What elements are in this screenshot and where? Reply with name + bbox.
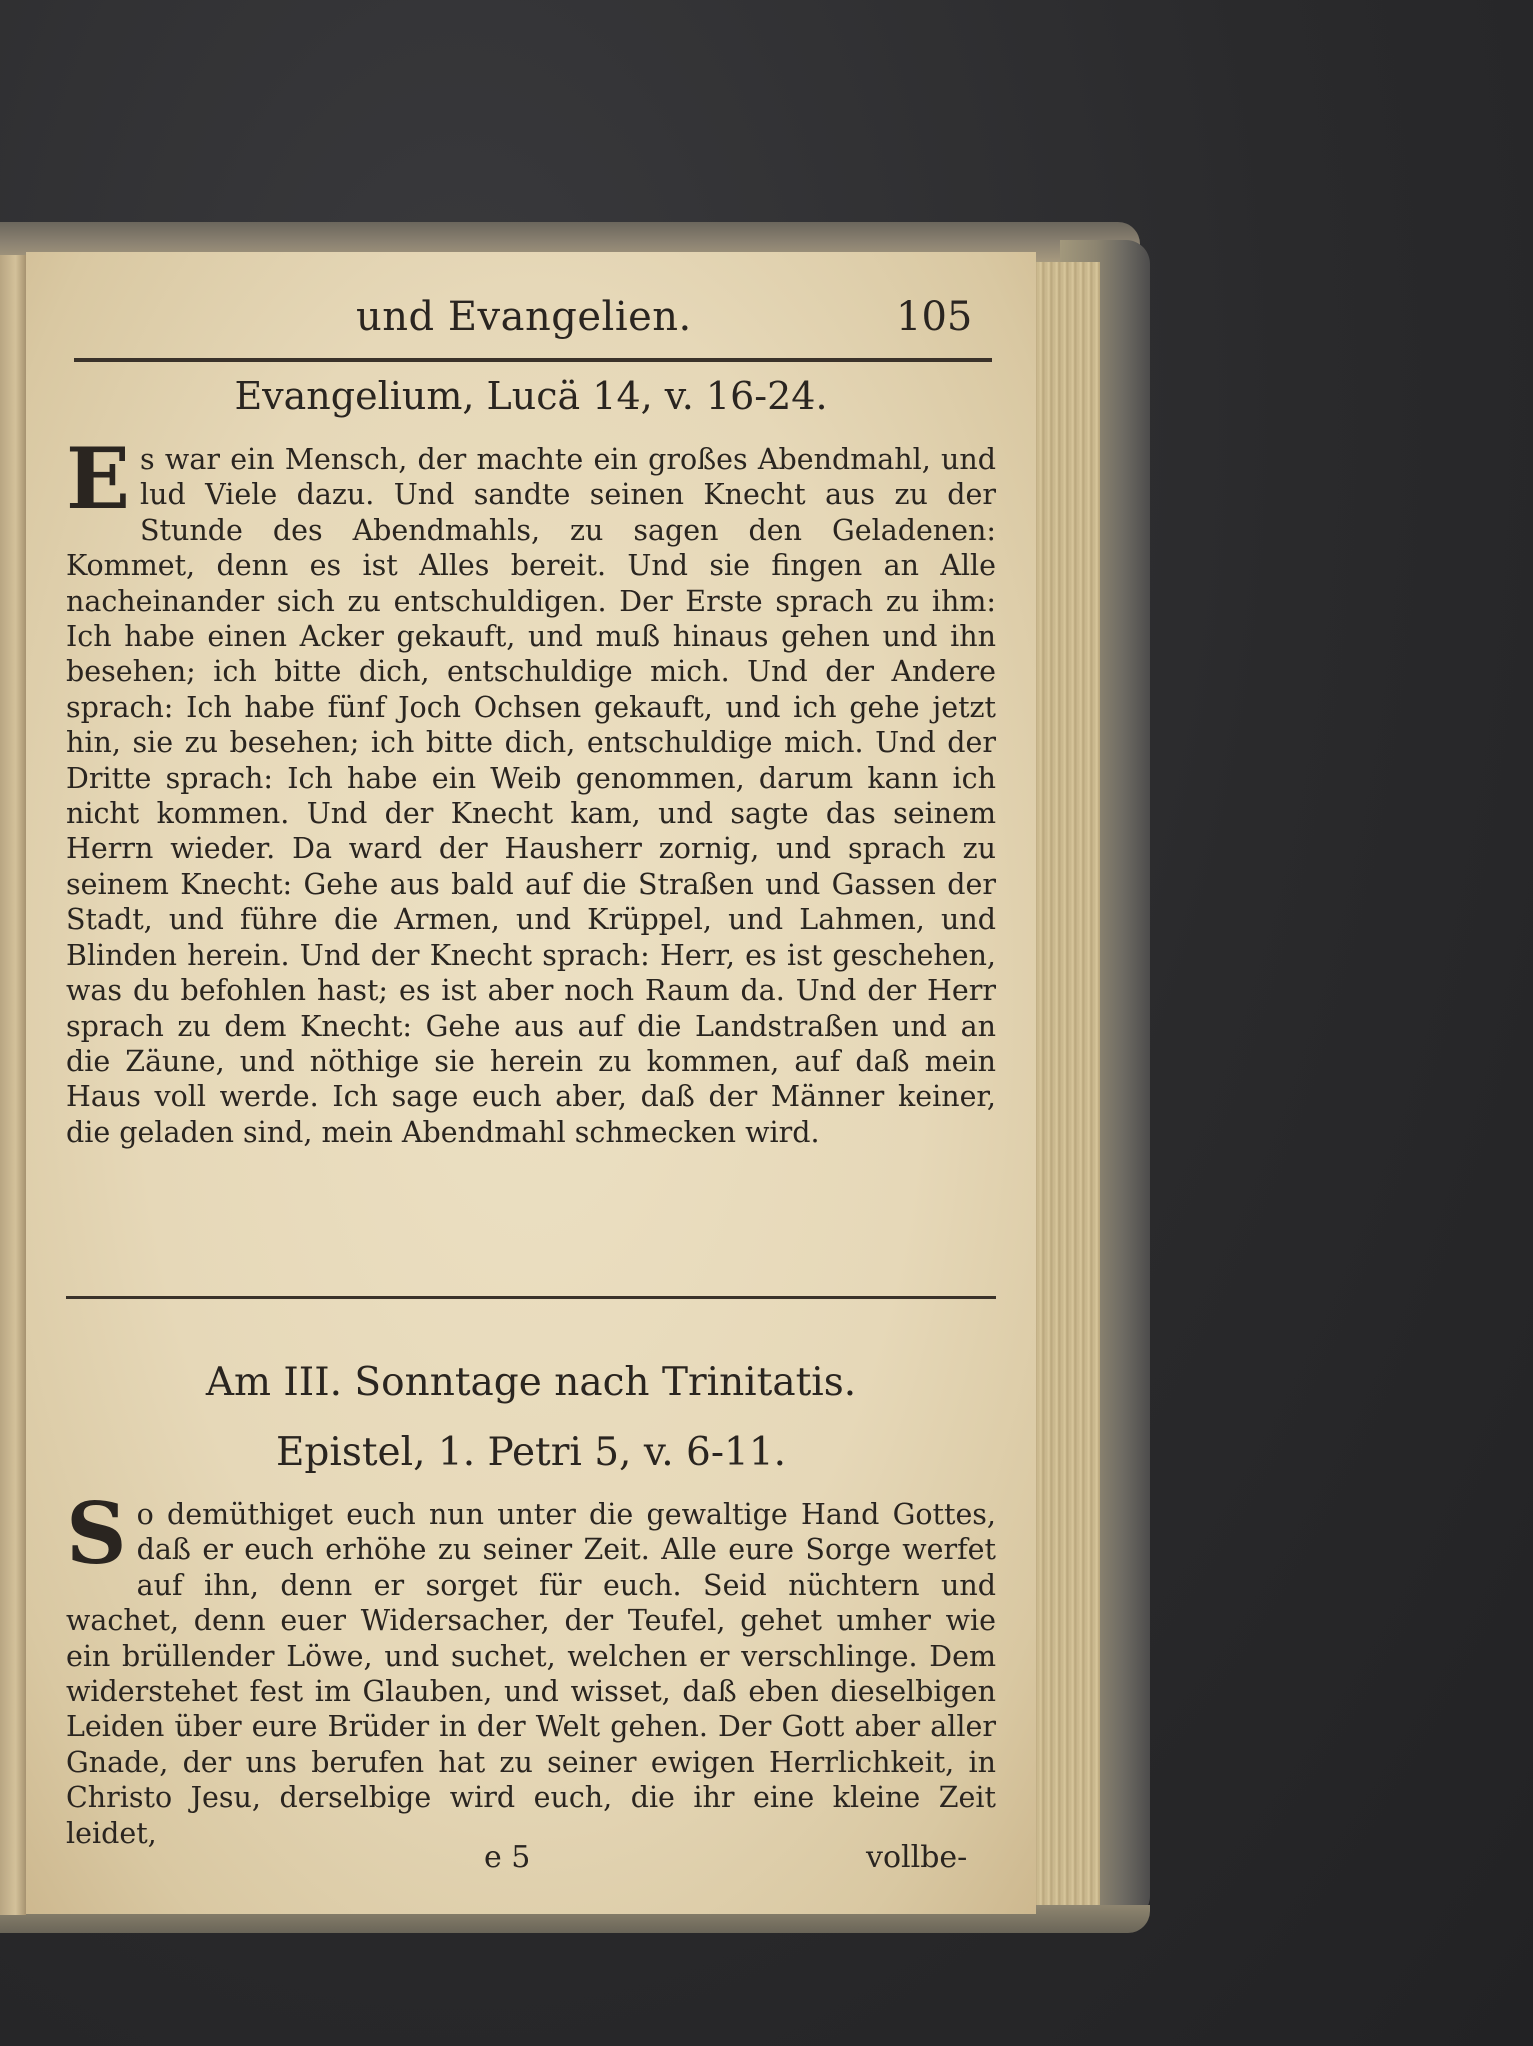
catchword: vollbe- [866,1840,968,1875]
book-page-edges [1030,262,1100,1912]
gospel-title: Evangelium, Lucä 14, v. 16-24. [234,374,828,418]
signature-mark: e 5 [484,1840,531,1875]
page-number: 105 [896,294,973,340]
gospel-paragraph [66,429,996,1150]
header-rule [74,358,992,362]
section-divider [66,1296,996,1299]
epistle-paragraph [66,1484,996,1851]
left-page-edge [0,255,26,1915]
epistle-title: Epistel, 1. Petri 5, v. 6-11. [275,1430,787,1475]
gospel-drop-cap: E [66,429,131,528]
book-page [26,252,1036,1914]
epistle-text: o demüthiget euch nun unter die gewaltige Hand Gottes, daß er euch erhöhe zu seiner Zeit. Alle eure Sorge werfet auf ihn, denn er sorget für euch. Seid nüchtern und wachet, denn euer Widersacher, der Teufel, gehet umher wie ein brüllender Löwe, und suchet, welchen er verschlinge. Dem widerstehet fest im Glauben, und wisset, daß eben dieselbigen Leiden über eure Brüder in der Welt gehen. Der Gott aber aller Gnade, der uns berufen hat zu seiner ewigen Herrlichkeit, in Christo Jesu, derselbige wird euch, die ihr eine kleine Zeit leidet, [66,1498,996,1850]
running-header: und Evangelien. [356,294,692,340]
gospel-text: s war ein Mensch, der machte ein großes Abendmahl, und lud Viele dazu. Und sandte seinen Knecht aus zu der Stunde des Abendmahls, zu sagen den Geladenen: Kommet, denn es ist Alles bereit. Und sie fingen an Alle nacheinander sich zu entschuldigen. Der Erste sprach zu ihm: Ich habe einen Acker gekauft, und muß hinaus gehen und ihn besehen; ich bitte dich, entschuldige mich. Und der Andere sprach: Ich habe fünf Joch Ochsen gekauft, und ich gehe jetzt hin, sie zu besehen; ich bitte dich, entschuldige mich. Und der Dritte sprach: Ich habe ein Weib genommen, darum kann ich nicht kommen. Und der Knecht kam, und sagte das seinem Herrn wieder. Da ward der Hausherr zornig, und sprach zu seinem Knecht: Gehe aus bald auf die Straßen und Gassen der Stadt, und führe die Armen, und Krüppel, und Lahmen, und Blinden herein. Und der Knecht sprach: Herr, es ist geschehen, was du befohlen hast; es ist aber noch Raum da. Und der Herr sprach zu dem Knecht: Gehe aus auf die Landstraßen und an die Zäune, und nöthige sie herein zu kommen, auf daß mein Haus voll werde. Ich sage euch aber, daß der Männer keiner, die geladen sind, mein Abendmahl schmecken wird. [66,443,996,1149]
epistle-drop-cap: S [66,1484,127,1583]
sunday-title: Am III. Sonntage nach Trinitatis. [205,1360,857,1405]
